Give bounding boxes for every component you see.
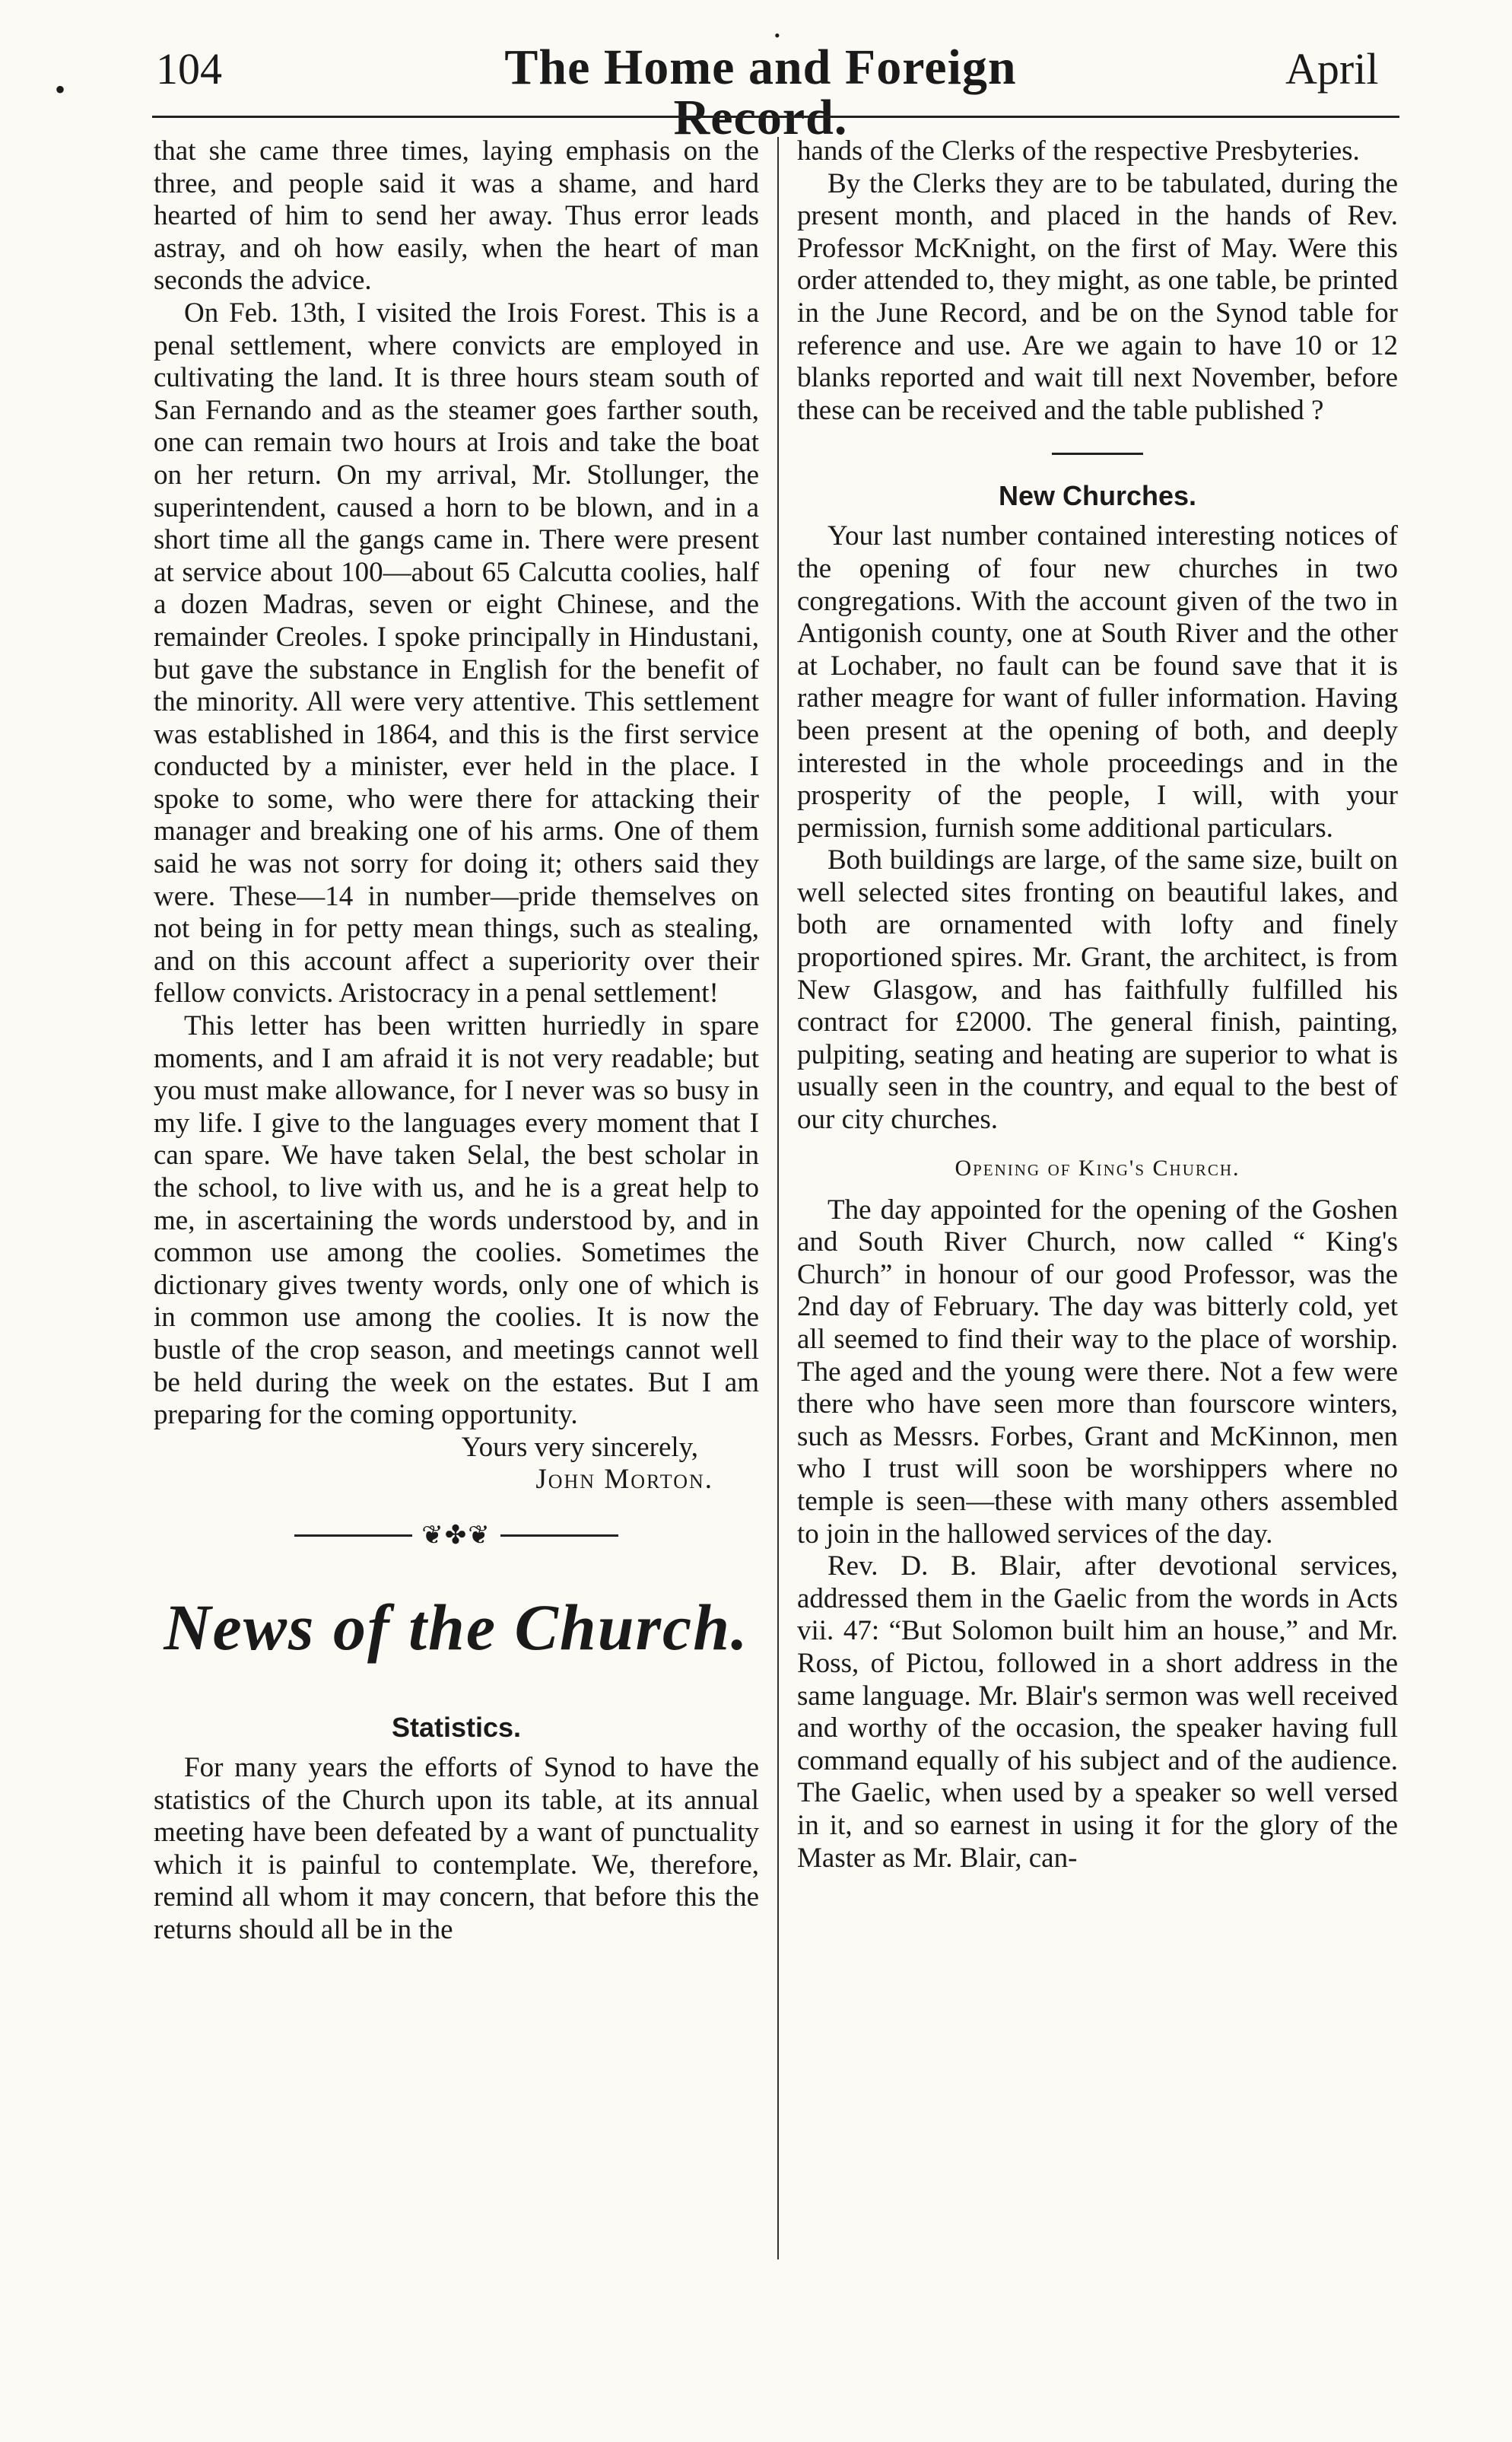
- new-churches-heading: New Churches.: [998, 480, 1197, 512]
- short-divider: [1052, 453, 1143, 455]
- section-title: News of the Church.: [164, 1590, 749, 1664]
- divider-line-left: [294, 1534, 412, 1537]
- right-paragraph-2: By the Clerks they are to be tabulated, during the present month, and placed in the hands of Rev. Professor McKnight, on the first of May. Were this order attended to, they might, as one table, be printed in the June Record, and be on the Synod table for reference and use. Are we again to have 10 or 12 blanks reported and wait till next November, before these can be received and the table published ?: [797, 167, 1398, 426]
- right-paragraph-4: Both buildings are large, of the same size, built on well selected sites fronting on beautiful lakes, and both are ornamented with lofty and finely proportioned spires. Mr. Grant, the architect, is from New Glasgow, and has faithfully fulfilled his contract for £2000. The general finish, painting, pulpiting, seating and heating are superior to what is usually seen in the country, and equal to the best of our city churches.: [797, 844, 1398, 1136]
- header-rule: [152, 116, 1399, 118]
- letter-closing: Yours very sincerely,: [461, 1431, 698, 1463]
- header-mark: •: [774, 26, 780, 45]
- right-paragraph-5: The day appointed for the opening of the Goshen and South River Church, now called “ King's Church” in honour of our good Professor, was the 2nd day of February. The day was bitterly cold, yet all seemed to find their way to the place of worship. The aged and the young were there. Not a few were there who have seen more than fourscore winters, such as Messrs. Forbes, Grant and McKinnon, men who I trust will soon be worshippers where no temple is seen—these with many others assembled to join in the hallowed services of the day.: [797, 1194, 1398, 1550]
- issue-month: April: [1285, 44, 1379, 94]
- journal-title: The Home and Foreign Record.: [504, 40, 1017, 145]
- letter-signature: John Morton.: [535, 1464, 713, 1496]
- margin-dot: •: [55, 72, 66, 107]
- right-paragraph-1: hands of the Clerks of the respective Presbyteries.: [797, 135, 1360, 167]
- right-paragraph-3: Your last number contained interesting notices of the opening of four new churches in two congregations. With the account given of the two in Antigonish county, one at South River and the other at Lochaber, no fault can be found save that it is rather meagre for want of fuller information. Having been present at the opening of both, and deeply interested in the whole proceedings and in the prosperity of the people, I will, with your permission, furnish some additional particulars.: [797, 520, 1398, 844]
- ornament-glyph: ❦✤❦: [421, 1521, 491, 1550]
- left-paragraph-2: On Feb. 13th, I visited the Irois Forest. This is a penal settlement, where convicts are employed in cultivating the land. It is three hours steam south of San Fernando and as the steamer goes farther south, one can remain two hours at Irois and take the boat on her return. On my arrival, Mr. Stollunger, the superintendent, caused a horn to be blown, and in a short time all the gangs came in. There were present at service about 100—about 65 Calcutta coolies, half a dozen Madras, seven or eight Chinese, and the remainder Creoles. I spoke principally in Hindustani, but gave the substance in English for the benefit of the minority. All were very attentive. This settlement was established in 1864, and this is the first service conducted by a minister, ever held in the place. I spoke to some, who were there for attacking their manager and breaking one of his arms. One of them said he was not sorry for doing it; others said they were. These—14 in number—pride themselves on not being in for petty mean things, such as stealing, and on this account affect a superiority over their fellow convicts. Aristocracy in a penal settlement!: [154, 297, 759, 1010]
- left-paragraph-4: For many years the efforts of Synod to have the statistics of the Church upon its table, at its annual meeting have been defeated by a want of punctuality which it is painful to contemplate. We, therefore, remind all whom it may concern, that before this the returns should all be in the: [154, 1751, 759, 1945]
- divider-line-right: [500, 1534, 618, 1537]
- right-column: [797, 135, 1398, 1874]
- kings-church-subheading: Opening of King's Church.: [955, 1155, 1240, 1181]
- statistics-heading: Statistics.: [391, 1711, 522, 1743]
- left-paragraph-3: This letter has been written hurriedly in spare moments, and I am afraid it is not very readable; but you must make allowance, for I never was so busy in my life. I give to the languages every moment that I can spare. We have taken Selal, the best scholar in the school, to live with us, and he is a great help to me, in ascertaining the words understood by, and in common use among the coolies. Sometimes the dictionary gives twenty words, only one of which is in common use among the coolies. It is now the bustle of the crop season, and meetings cannot well be held during the week on the estates. But I am preparing for the coming opportunity.: [154, 1010, 759, 1431]
- left-column: [154, 135, 759, 1947]
- right-paragraph-6: Rev. D. B. Blair, after devotional services, addressed them in the Gaelic from the words in Acts vii. 47: “But Solomon built him an house,” and Mr. Ross, of Pictou, followed in a short address in the same language. Mr. Blair's sermon was well received and worthy of the occasion, the speaker having full command equally of his subject and of the audience. The Gaelic, when used by a speaker so well versed in it, and so earnest in using it for the glory of the Master as Mr. Blair, can-: [797, 1550, 1398, 1874]
- page-header: [0, 0, 1512, 145]
- left-paragraph-1: that she came three times, laying emphasis on the three, and people said it was a shame, and hard hearted of him to send her away. Thus error leads astray, and oh how easily, when the heart of man seconds the advice.: [154, 135, 759, 297]
- column-divider: [777, 137, 779, 2259]
- decorative-divider: [154, 1513, 759, 1559]
- page-number: 104: [156, 44, 222, 94]
